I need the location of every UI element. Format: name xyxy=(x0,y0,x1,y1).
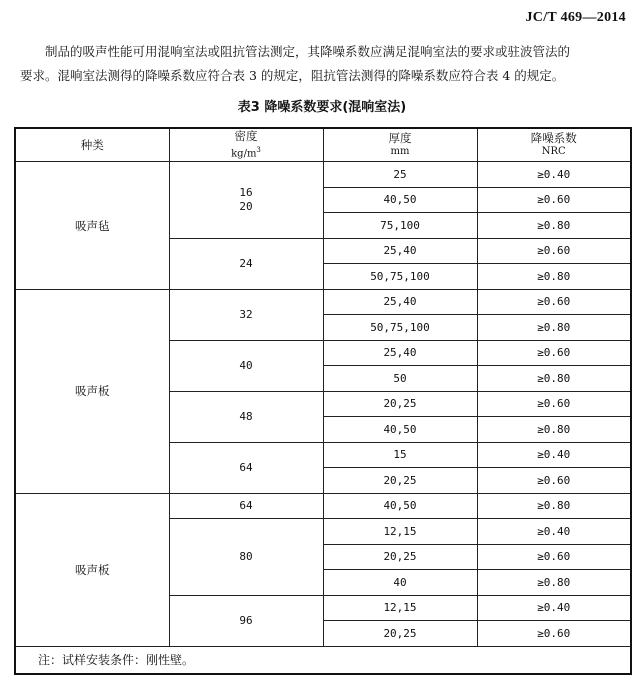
header-nrc-label: 降噪系数 xyxy=(530,131,577,146)
cell-density xyxy=(169,289,323,340)
nrc-requirements-table xyxy=(14,127,632,675)
cell-nrc: ≥0.80 xyxy=(477,366,631,392)
cell-nrc: ≥0.80 xyxy=(477,417,631,443)
table-row xyxy=(15,162,631,188)
density-value: 48 xyxy=(239,409,253,423)
cell-nrc: ≥0.60 xyxy=(477,238,631,264)
density-value: 64 xyxy=(239,499,253,513)
cell-thickness: 25 xyxy=(323,162,477,188)
cell-nrc: ≥0.60 xyxy=(477,468,631,494)
cell-nrc: ≥0.80 xyxy=(477,213,631,239)
cell-density xyxy=(169,162,323,239)
cell-nrc: ≥0.40 xyxy=(477,595,631,621)
cell-thickness: 12,15 xyxy=(323,519,477,545)
paragraph-line-2: 要求。混响室法测得的降噪系数应符合表 3 的规定，阻抗管法测得的降噪系数应符合表 4 的规定。 xyxy=(20,68,565,83)
cell-density xyxy=(169,442,323,493)
cell-thickness: 50,75,100 xyxy=(323,315,477,341)
header-nrc-unit: NRC xyxy=(541,146,566,158)
cell-density xyxy=(169,595,323,646)
cell-nrc: ≥0.60 xyxy=(477,391,631,417)
cell-density xyxy=(169,340,323,391)
cell-nrc: ≥0.80 xyxy=(477,264,631,290)
cell-thickness: 40,50 xyxy=(323,187,477,213)
cell-density xyxy=(169,238,323,289)
table-row xyxy=(15,289,631,315)
cell-thickness: 40,50 xyxy=(323,493,477,519)
cell-type: 吸声毡 xyxy=(15,162,169,290)
standard-code: JC/T 469—2014 xyxy=(525,10,626,25)
density-value: 40 xyxy=(239,358,253,372)
cell-type: 吸声板 xyxy=(15,289,169,493)
table-note: 注：试样安装条件：刚性壁。 xyxy=(15,646,631,674)
cell-nrc: ≥0.60 xyxy=(477,621,631,647)
cell-density xyxy=(169,493,323,519)
cell-thickness: 15 xyxy=(323,442,477,468)
cell-nrc: ≥0.60 xyxy=(477,340,631,366)
density-value: 20 xyxy=(239,200,253,214)
header-density-unit: $kg/m^3$ xyxy=(231,146,261,160)
header-nrc xyxy=(477,128,631,162)
table-header-row xyxy=(15,128,631,162)
density-value: 24 xyxy=(239,256,253,270)
table-note-row xyxy=(15,646,631,674)
cell-density xyxy=(169,391,323,442)
cell-thickness: 25,40 xyxy=(323,340,477,366)
cell-thickness: 20,25 xyxy=(323,621,477,647)
cell-thickness: 40 xyxy=(323,570,477,596)
cell-density xyxy=(169,519,323,596)
cell-thickness: 75,100 xyxy=(323,213,477,239)
header-density-label: 密度 xyxy=(234,129,258,143)
cell-thickness: 20,25 xyxy=(323,391,477,417)
cell-nrc: ≥0.40 xyxy=(477,162,631,188)
density-value: 16 xyxy=(239,186,253,200)
cell-thickness: 12,15 xyxy=(323,595,477,621)
header-thickness-label: 厚度 xyxy=(388,131,412,146)
cell-nrc: ≥0.60 xyxy=(477,289,631,315)
cell-nrc: ≥0.80 xyxy=(477,570,631,596)
table-row xyxy=(15,493,631,519)
paragraph-line-1: 制品的吸声性能可用混响室法或阻抗管法测定，其降噪系数应满足混响室法的要求或驻波管法的 xyxy=(45,44,571,59)
cell-nrc: ≥0.60 xyxy=(477,544,631,570)
header-thickness xyxy=(323,128,477,162)
cell-thickness: 20,25 xyxy=(323,544,477,570)
density-value: 32 xyxy=(239,307,253,321)
density-value: 80 xyxy=(239,550,253,564)
header-type: 种类 xyxy=(15,128,169,162)
cell-nrc: ≥0.60 xyxy=(477,187,631,213)
cell-nrc: ≥0.80 xyxy=(477,315,631,341)
header-density xyxy=(169,128,323,162)
cell-thickness: 25,40 xyxy=(323,238,477,264)
cell-thickness: 40,50 xyxy=(323,417,477,443)
table-caption: 表3 降噪系数要求(混响室法) xyxy=(237,100,407,115)
density-value: 64 xyxy=(239,460,253,474)
header-thickness-unit: mm xyxy=(390,146,410,158)
cell-thickness: 50,75,100 xyxy=(323,264,477,290)
cell-thickness: 25,40 xyxy=(323,289,477,315)
cell-nrc: ≥0.40 xyxy=(477,519,631,545)
cell-type: 吸声板 xyxy=(15,493,169,646)
cell-thickness: 20,25 xyxy=(323,468,477,494)
density-value: 96 xyxy=(239,613,253,627)
intro-paragraph xyxy=(20,40,626,88)
cell-thickness: 50 xyxy=(323,366,477,392)
cell-nrc: ≥0.40 xyxy=(477,442,631,468)
cell-nrc: ≥0.80 xyxy=(477,493,631,519)
